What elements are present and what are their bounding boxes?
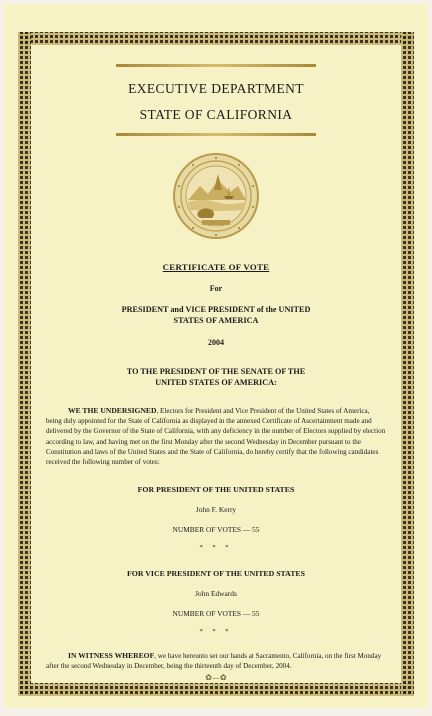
certification-lead: WE THE UNDERSIGNED <box>68 406 157 415</box>
vice-president-vote-count: NUMBER OF VOTES — 55 <box>172 609 260 619</box>
witness-lead: IN WITNESS WHEREOF <box>68 651 155 661</box>
certificate-content <box>40 54 392 682</box>
section-separator: * * * <box>199 544 233 552</box>
vice-president-vote-heading: FOR VICE PRESIDENT OF THE UNITED STATES <box>127 569 305 579</box>
decorative-border-top <box>18 32 414 45</box>
office-heading: PRESIDENT and VICE PRESIDENT of the UNITED STATES OF AMERICA <box>121 305 311 325</box>
decorative-border-right <box>401 32 414 696</box>
certificate-sheet <box>4 4 428 708</box>
bottom-ornament-icon: ✿—✿ <box>205 673 227 682</box>
california-great-seal-icon <box>168 150 264 242</box>
state-heading: STATE OF CALIFORNIA <box>139 107 293 122</box>
addressee-heading: TO THE PRESIDENT OF THE SENATE OF THE UNITED STATES OF AMERICA: <box>126 367 306 387</box>
section-separator: * * * <box>199 628 233 636</box>
year-label: 2004 <box>208 338 224 347</box>
witness-text: , we have hereunto set our hands at Sacramento, California, on the first Monday after the second Wednesday in December, being the thirteenth day of December, 2004. <box>46 652 382 671</box>
certification-paragraph <box>46 406 386 467</box>
president-vote-heading: FOR PRESIDENT OF THE UNITED STATES <box>137 485 295 495</box>
for-label: For <box>209 284 223 293</box>
vice-president-candidate: John Edwards <box>195 589 237 599</box>
witness-paragraph <box>46 651 386 671</box>
decorative-border-bottom <box>18 683 414 696</box>
certificate-title: CERTIFICATE OF VOTE <box>162 262 270 272</box>
president-vote-count: NUMBER OF VOTES — 55 <box>172 525 260 535</box>
certification-text: , Electors for President and Vice President of the United States of America, being duly appointed for the State of California as displayed in the annexed Certificate of Ascertainment made and delivered by the Governor of the State of California, with any deficiency in the number of Electors supplied by election according to law, and having met on the first Monday after the second Wednesday in December pursuant to the Constitution and laws of the United States and the State of California, do hereby certify that the following candidates received the following number of votes: <box>46 407 386 467</box>
gold-rule-bottom <box>116 133 316 136</box>
decorative-border-left <box>18 32 31 696</box>
gold-rule-top <box>116 64 316 67</box>
department-heading: EXECUTIVE DEPARTMENT <box>128 81 304 96</box>
president-candidate: John F. Kerry <box>195 505 237 515</box>
